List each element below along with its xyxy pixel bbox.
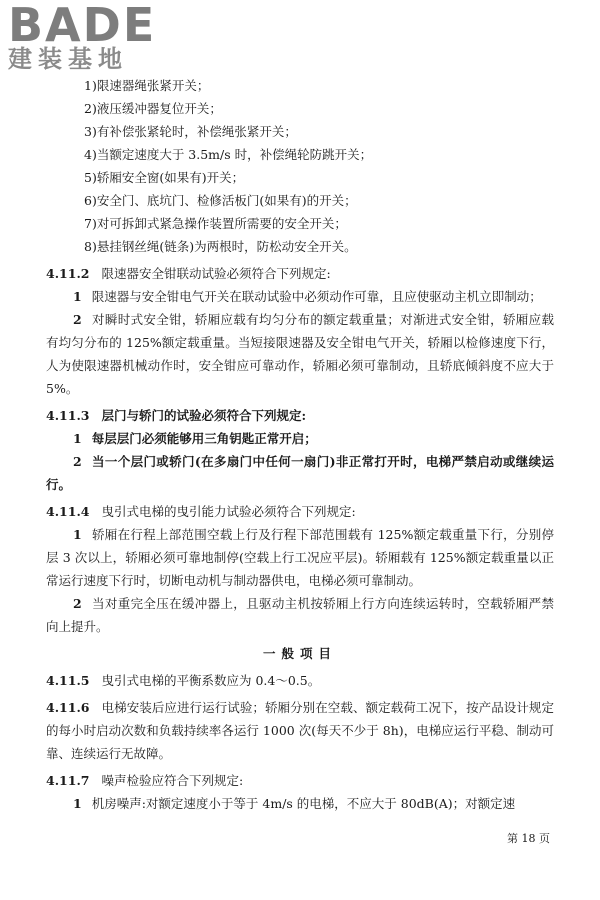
paragraph	[46, 792, 554, 815]
paragraph-number: 1	[73, 289, 82, 304]
clause-title: 层门与轿门的试验必须符合下列规定:	[101, 408, 307, 423]
clause-4-11-5	[46, 669, 554, 692]
clause-text: 曳引式电梯的平衡系数应为 0.4～0.5。	[101, 673, 321, 688]
list-item: 6)安全门、底坑门、检修活板门(如果有)的开关；	[84, 193, 357, 208]
list-item: 1)限速器绳张紧开关；	[84, 78, 210, 93]
clause-4-11-7	[46, 769, 554, 792]
section-title: 一般项目	[262, 646, 337, 661]
paragraph-text: 限速器与安全钳电气开关在联动试验中必须动作可靠，且应使驱动主机立即制动；	[91, 289, 542, 304]
paragraph-text: 当对重完全压在缓冲器上，且驱动主机按轿厢上行方向连续运转时，空载轿厢严禁向上提升。	[46, 596, 554, 634]
paragraph-number: 1	[73, 431, 82, 446]
clause-title: 限速器安全钳联动试验必须符合下列规定:	[101, 266, 331, 281]
clause-4-11-3	[46, 404, 554, 427]
paragraph	[46, 592, 554, 638]
clause-number: 4.11.7	[46, 773, 90, 788]
logo-subtitle: 建装基地	[8, 45, 128, 73]
paragraph-number: 2	[73, 596, 82, 611]
paragraph	[46, 285, 554, 308]
paragraph-text: 对瞬时式安全钳，轿厢应载有均匀分布的额定载重量；对渐进式安全钳，轿厢应载有均匀分布的 125%额定载重量。当短接限速器及安全钳电气开关，轿厢以检修速度下行，人为使限速器机械动作时，安全钳应可靠动作，轿厢必须可靠制动，且轿底倾斜度不应大于 5%。	[46, 312, 554, 396]
clause-number: 4.11.4	[46, 504, 90, 519]
clause-4-11-6	[46, 696, 554, 765]
list-item: 2)液压缓冲器复位开关；	[84, 101, 222, 116]
paragraph-number: 1	[73, 796, 82, 811]
paragraph	[46, 523, 554, 592]
list-item: 4)当额定速度大于 3.5m/s 时，补偿绳轮防跳开关；	[84, 147, 373, 162]
document-body	[46, 74, 554, 815]
clause-4-11-2	[46, 262, 554, 285]
logo-text: BADE	[8, 0, 157, 52]
clause-4-11-4	[46, 500, 554, 523]
clause-title: 曳引式电梯的曳引能力试验必须符合下列规定:	[101, 504, 356, 519]
paragraph-number: 2	[73, 454, 82, 469]
paragraph-number: 2	[73, 312, 82, 327]
paragraph-text: 机房噪声:对额定速度小于等于 4m/s 的电梯，不应大于 80dB(A)；对额定速	[91, 796, 516, 811]
clause-text: 电梯安装后应进行运行试验；轿厢分别在空载、额定载荷工况下，按产品设计规定的每小时启动次数和负载持续率各运行 1000 次(每天不少于 8h)，电梯应运行平稳、制动可靠、连续运行无故障。	[46, 700, 554, 761]
paragraph-text: 当一个层门或轿门(在多扇门中任何一扇门)非正常打开时，电梯严禁启动或继续运行。	[46, 454, 554, 492]
paragraph-number: 1	[73, 527, 82, 542]
paragraph-text: 轿厢在行程上部范围空载上行及行程下部范围载有 125%额定载重量下行，分别停层 3 次以上，轿厢必须可靠地制停(空载上行工况应平层)。轿厢载有 125%额定载重量以正常运行速度下行时，切断电动机与制动器供电，电梯必须可靠制动。	[46, 527, 554, 588]
clause-number: 4.11.6	[46, 700, 90, 715]
list-item: 5)轿厢安全窗(如果有)开关；	[84, 170, 245, 185]
paragraph	[46, 427, 554, 450]
clause-number: 4.11.2	[46, 266, 90, 281]
paragraph	[46, 308, 554, 400]
list-item: 3)有补偿张紧轮时，补偿绳张紧开关；	[84, 124, 297, 139]
logo	[8, 2, 156, 72]
list-item: 8)悬挂钢丝绳(链条)为两根时，防松动安全开关。	[84, 239, 357, 254]
paragraph	[46, 450, 554, 496]
page-number: 第 18 页	[507, 832, 550, 845]
paragraph-text: 每层层门必须能够用三角钥匙正常开启；	[91, 431, 317, 446]
clause-title: 噪声检验应符合下列规定:	[101, 773, 244, 788]
list-item: 7)对可拆卸式紧急操作装置所需要的安全开关；	[84, 216, 347, 231]
clause-number: 4.11.3	[46, 408, 90, 423]
clause-number: 4.11.5	[46, 673, 90, 688]
